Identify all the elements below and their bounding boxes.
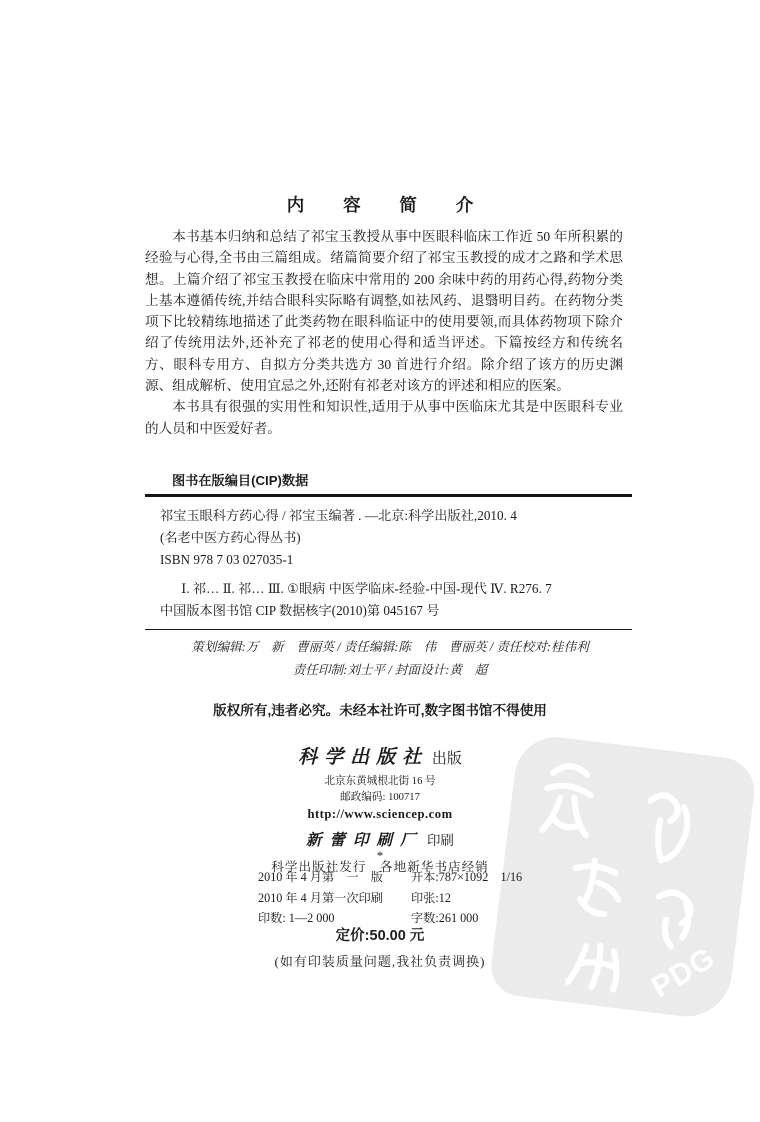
- summary-paragraph-2: 本书具有很强的实用性和知识性,适用于从事中医临床尤其是中医眼科专业的人员和中医爱好者。: [145, 399, 623, 436]
- printer-line: [0, 828, 760, 850]
- cip-series-line: (名老中医方药心得丛书): [160, 530, 301, 545]
- colophon-asterisk: *: [376, 848, 384, 863]
- cip-classification-line: Ⅰ. 祁… Ⅱ. 祁… Ⅲ. ①眼病 中医学临床-经验-中国-现代 Ⅳ. R276. 7: [181, 581, 552, 596]
- quality-note: (如有印装质量问题,我社负责调换): [274, 954, 486, 969]
- copies-cell: 印数: 1—2 000: [258, 911, 335, 926]
- cip-registry-line: 中国版本图书馆 CIP 数据核字(2010)第 045167 号: [160, 603, 440, 618]
- cip-data-block: [160, 505, 632, 622]
- printing-cell: 2010 年 4 月第一次印刷: [258, 890, 383, 905]
- summary-paragraph-1: 本书基本归纳和总结了祁宝玉教授从事中医眼科临床工作近 50 年所积累的经验与心得,全书由三篇组成。绪篇简要介绍了祁宝玉教授的成才之路和学术思想。上篇介绍了祁宝玉教授在临床中常用的 200 余味中药的用药心得,药物分类上基本遵循传统,并结合眼科实际略有调整,如祛风药、退翳明目药。在药物分类项下比较精练地描述了此类药物在眼科临证中的使用要领,而具体药物项下除介绍了传统用法外,还补充了祁老的使用心得和适当评述。下篇按经方和传统名方、眼科专用方、自拟方分类共选方 30 首进行介绍。除介绍了该方的历史渊源、组成解析、使用宜忌之外,还附有祁老对该方的评述和相应的医案。: [145, 229, 623, 394]
- publisher-address: 北京东黄城根北街 16 号: [324, 776, 436, 787]
- cip-header: 图书在版编目(CIP)数据: [172, 473, 309, 488]
- printer-suffix: 印刷: [423, 833, 454, 848]
- distribution-line: 科学出版社发行 各地新华书店经销: [271, 860, 489, 874]
- pdg-watermark-label: PDG: [645, 941, 722, 1005]
- cip-top-rule: [145, 494, 632, 497]
- cip-isbn-line: ISBN 978 7 03 027035-1: [160, 552, 294, 567]
- colophon-table: [258, 867, 522, 929]
- publisher-postcode: 邮政编码: 100717: [340, 792, 420, 803]
- publisher-name-line: [0, 742, 760, 769]
- staff-line-1: 策划编辑:万 新 曹丽英 / 责任编辑:陈 伟 曹丽英 / 责任校对:桂伟利: [191, 640, 589, 654]
- wordcount-cell: 字数:261 000: [411, 911, 479, 926]
- edition-cell: 2010 年 4 月第 一 版: [258, 870, 383, 884]
- publisher-logo-text: 科学出版社: [298, 747, 429, 768]
- publisher-suffix: 出版: [428, 751, 462, 767]
- staff-line-2: 责任印制:刘士平 / 封面设计:黄 超: [292, 663, 488, 677]
- staff-credits: [135, 636, 645, 682]
- sheets-cell: 印张:12: [411, 890, 451, 905]
- copyright-notice: 版权所有,违者必究。未经本社许可,数字图书馆不得使用: [213, 703, 547, 718]
- cip-spacer: [160, 571, 632, 578]
- price-line: 定价:50.00 元: [335, 928, 425, 944]
- cip-title-line: 祁宝玉眼科方药心得 / 祁宝玉编著 . —北京:科学出版社,2010. 4: [160, 508, 517, 523]
- cip-bottom-rule: [145, 629, 632, 630]
- section-title: 内 容 简 介: [286, 195, 491, 215]
- printer-logo-text: 新蕾印刷厂: [306, 832, 424, 849]
- content-summary: [145, 226, 623, 439]
- format-cell: 开本:787×1092 1/16: [411, 870, 523, 884]
- publisher-website: http://www.sciencep.com: [307, 807, 453, 821]
